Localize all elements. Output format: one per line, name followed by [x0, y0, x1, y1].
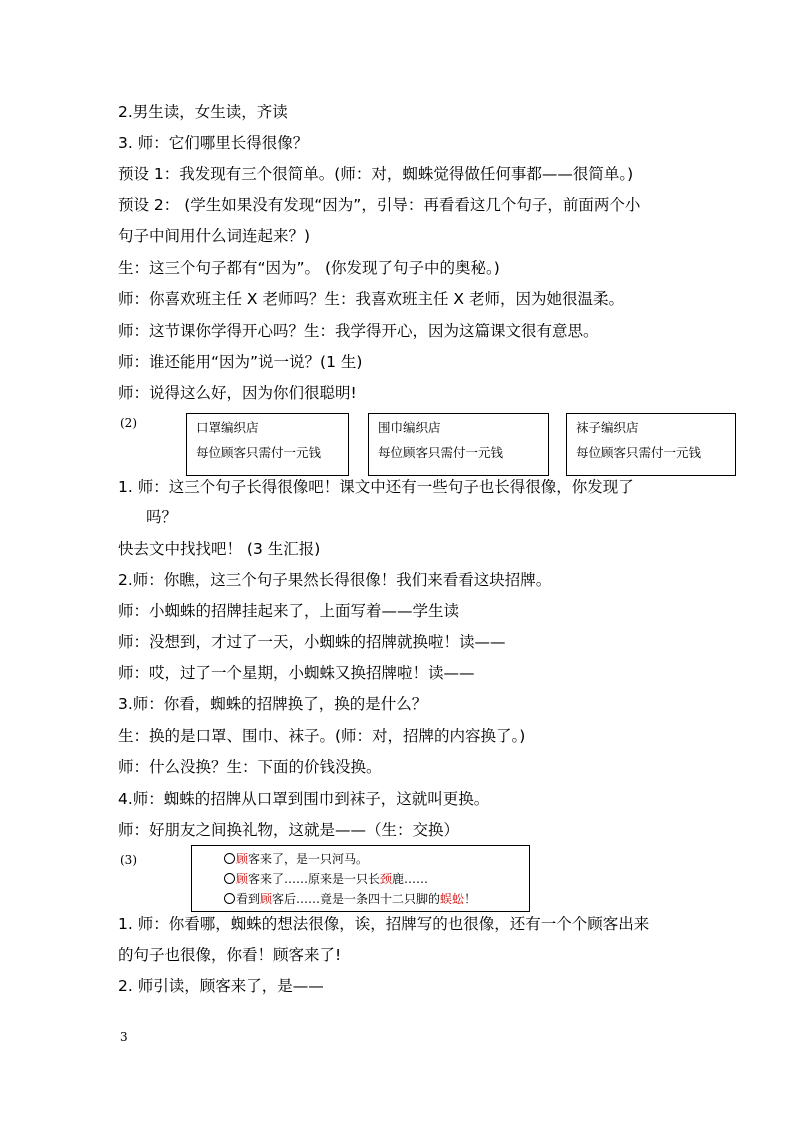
text-line: 吗？ [146, 508, 178, 526]
text-line: 2.男生读，女生读，齐读 [118, 103, 288, 121]
text-line: 师：哎，过了一个星期，小蜘蛛又换招牌啦！读—— [118, 664, 475, 682]
text-line: 师：说得这么好，因为你们很聪明! [118, 384, 357, 402]
sign-price: 每位顾客只需付一元钱 [196, 445, 322, 460]
page-number: 3 [120, 1030, 128, 1044]
sentence-3: 看到顾客后……竟是一条四十二只脚的蜈蚣！ [224, 891, 476, 908]
text-line: 快去文中找找吧！ (3 生汇报) [118, 540, 321, 558]
text-line: 师：你喜欢班主任 X 老师吗？生：我喜欢班主任 X 老师，因为她很温柔。 [118, 290, 624, 308]
text-line: 2. 师引读，顾客来了，是—— [118, 977, 324, 995]
shop-sign-scarf [368, 413, 549, 476]
text-line: 2.师：你瞧，这三个句子果然长得很像！我们来看看这块招牌。 [118, 571, 552, 589]
text-line: 生：换的是口罩、围巾、袜子。(师：对，招牌的内容换了。) [118, 727, 526, 745]
text-line: 师：谁还能用“因为”说一说？(1 生) [118, 353, 363, 371]
sign-name: 袜子编织店 [576, 420, 639, 435]
circle-icon [224, 873, 235, 884]
section-label: (3) [120, 853, 137, 867]
sentence-2: 顾客来了……原来是一只长颈鹿…… [224, 871, 428, 888]
sentence-1: 顾客来了，是一只河马。 [224, 851, 368, 868]
text-line: 1. 师：这三个句子长得很像吧！课文中还有一些句子也长得很像，你发现了 [118, 478, 634, 496]
text-line: 师：什么没换？生：下面的价钱没换。 [118, 758, 382, 776]
circle-icon [224, 853, 235, 864]
sign-name: 围巾编织店 [378, 420, 441, 435]
sign-price: 每位顾客只需付一元钱 [378, 445, 504, 460]
sign-price: 每位顾客只需付一元钱 [576, 445, 702, 460]
text-line: 预设 2： (学生如果没有发现“因为”，引导：再看看这几个句子，前面两个小 [118, 196, 641, 214]
text-line: 生：这三个句子都有“因为”。 (你发现了句子中的奥秘。) [118, 259, 500, 277]
circle-icon [224, 893, 235, 904]
text-line: 师：这节课你学得开心吗？生：我学得开心，因为这篇课文很有意思。 [118, 322, 599, 340]
text-line: 3. 师：它们哪里长得很像？ [118, 134, 309, 152]
section-label: (2) [120, 416, 137, 430]
sign-name: 口罩编织店 [196, 420, 259, 435]
text-line: 师：好朋友之间换礼物，这就是——（生：交换） [118, 821, 460, 839]
text-line: 3.师：你看，蜘蛛的招牌换了，换的是什么？ [118, 695, 428, 713]
text-line: 句子中间用什么词连起来？) [118, 227, 311, 245]
shop-sign-socks [566, 413, 736, 476]
text-line: 预设 1：我发现有三个很简单。(师：对，蜘蛛觉得做任何事都——很简单。) [118, 165, 634, 183]
text-line: 1. 师：你看哪，蜘蛛的想法很像，诶，招牌写的也很像，还有一个个顾客出来 [118, 915, 650, 933]
text-line: 师：没想到，才过了一天，小蜘蛛的招牌就换啦！读—— [118, 633, 506, 651]
text-line: 师：小蜘蛛的招牌挂起来了，上面写着——学生读 [118, 602, 460, 620]
shop-sign-mask [186, 413, 349, 476]
text-line: 的句子也很像，你看！顾客来了! [118, 946, 342, 964]
sentence-box [191, 845, 530, 912]
text-line: 4.师：蜘蛛的招牌从口罩到围巾到袜子，这就叫更换。 [118, 790, 490, 808]
